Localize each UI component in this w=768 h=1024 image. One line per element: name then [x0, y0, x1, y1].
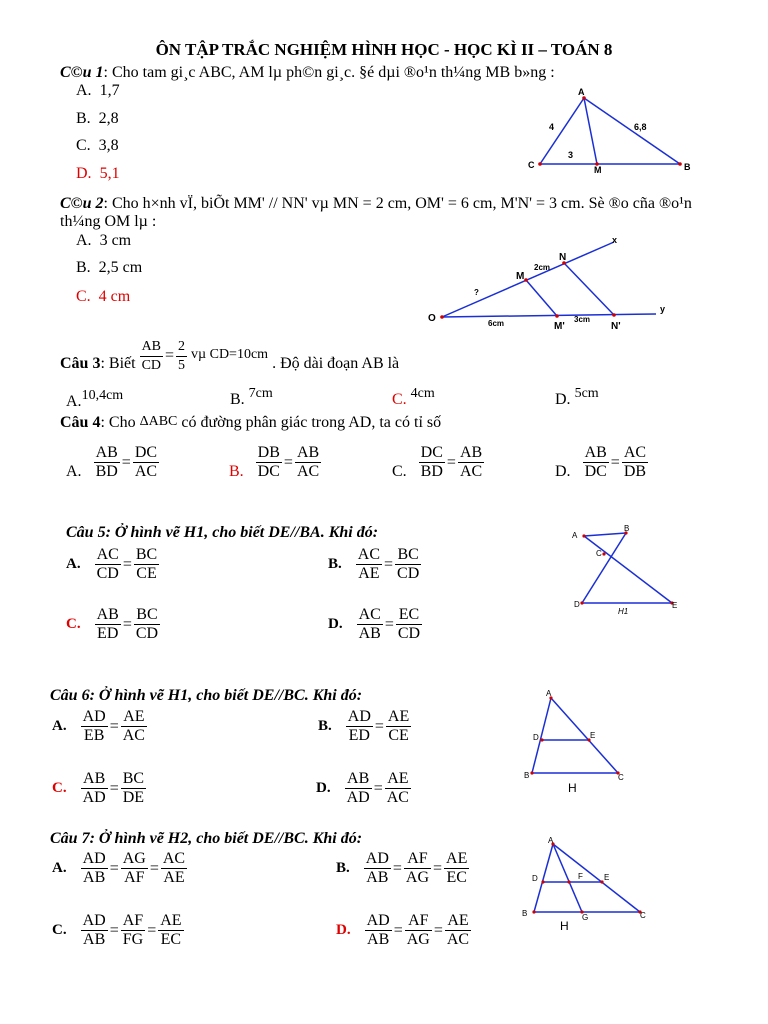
q3-text: . Độ dài đoạn AB là	[272, 355, 400, 372]
q3-condition: vµ CD=10cm	[191, 347, 269, 362]
q2-label-n: N	[559, 252, 567, 263]
q2-label-n-prime: N'	[611, 321, 621, 332]
q2-label-m-prime: M'	[554, 321, 565, 332]
question-3: Câu 3: Biết $\frac{AB}{CD}$ = $\frac{2}{5}$ vµ CD=10cm . Độ dài đoạn AB là	[60, 339, 400, 373]
q2-option-a[interactable]: A. 3 cm	[76, 232, 132, 249]
q7-label-d: D	[532, 874, 538, 883]
q5-figure-h1	[568, 524, 692, 616]
question-1	[60, 64, 555, 82]
q7-label-a: A	[548, 836, 554, 845]
question-5: Câu 5: Ở hình vẽ H1, cho biết DE//BA. Khi đó:	[66, 524, 379, 541]
q5-option-c[interactable]: C. $\frac{AB}{ED}$ = $\frac{BC}{CD}$	[66, 606, 159, 642]
q6-label-a: A	[546, 689, 552, 698]
q5-option-b[interactable]: B. $\frac{AC}{AE}$ = $\frac{BC}{CD}$	[328, 546, 420, 582]
q7-label-c: C	[640, 911, 646, 920]
q1-option-b[interactable]: B. 2,8	[76, 110, 119, 127]
q3-option-c[interactable]: C. 4cm	[392, 386, 435, 408]
q5-label-a: A	[572, 531, 578, 540]
question-4: Câu 4: Cho ΔABC có đường phân giác trong AD, ta có tỉ số	[60, 414, 442, 431]
q6-label-d: D	[533, 733, 539, 742]
q2-length-om: ?	[474, 288, 479, 297]
question-7: Câu 7: Ở hình vẽ H2, cho biết DE//BC. Khi đó:	[50, 830, 363, 847]
q1-length-ab: 6,8	[634, 122, 647, 132]
q3-fraction-2-5: $\frac{2}{5}$	[178, 339, 186, 373]
q5-label-d: D	[574, 600, 580, 609]
q2-figure	[424, 234, 674, 338]
q1-label-b: B	[684, 162, 691, 172]
question-1-text: : Cho tam gi¸c ABC, AM lµ ph©n gi¸c. §é dµi ®o¹n th¼ng MB b»ng :	[103, 64, 555, 81]
q2-label-o: O	[428, 313, 436, 324]
q7-label-f: F	[578, 872, 583, 881]
q2-length-m-prime-n-prime: 3cm	[574, 315, 591, 324]
q7-option-b[interactable]: B. $\frac{AD}{AB}$ = $\frac{AF}{AG}$ = $\frac{AE}{EC}$	[336, 850, 468, 886]
question-3-label: Câu 3	[60, 355, 101, 372]
q7-label-e: E	[604, 873, 610, 882]
q7-option-d[interactable]: D. $\frac{AD}{AB}$ = $\frac{AF}{AG}$ = $\frac{AE}{AC}$	[336, 912, 470, 948]
question-4-label: Câu 4	[60, 414, 101, 431]
q7-label-b: B	[522, 909, 528, 918]
q4-option-d[interactable]: D. $\frac{AB}{DC}$ = $\frac{AC}{DB}$	[555, 444, 647, 480]
q7-option-a[interactable]: A. $\frac{AD}{AB}$ = $\frac{AG}{AF}$ = $\frac{AC}{AE}$	[52, 850, 186, 886]
q1-label-m: M	[594, 165, 602, 175]
q2-option-c[interactable]: C. 4 cm	[76, 288, 131, 305]
q6-label-e: E	[590, 731, 596, 740]
page-title: ÔN TẬP TRẮC NGHIỆM HÌNH HỌC - HỌC KÌ II – TOÁN 8	[155, 40, 613, 59]
q1-label-c: C	[528, 160, 535, 170]
q5-option-a[interactable]: A. $\frac{AC}{CD}$ = $\frac{BC}{CE}$	[66, 546, 158, 582]
q2-length-om-prime: 6cm	[488, 319, 505, 328]
q2-label-y: y	[660, 304, 666, 314]
q7-option-c[interactable]: C. $\frac{AD}{AB}$ = $\frac{AF}{FG}$ = $\frac{AE}{EC}$	[52, 912, 182, 948]
q5-label-b: B	[624, 524, 630, 533]
q4-text: có đường phân giác trong AD, ta có tỉ số	[181, 414, 442, 431]
q6-figure-caption: H	[568, 781, 577, 795]
q6-option-b[interactable]: B. $\frac{AD}{ED}$ = $\frac{AE}{CE}$	[318, 708, 410, 744]
q6-figure-h1	[520, 688, 640, 796]
question-2-text: : Cho h×nh vÏ, biÕt MM' // NN' vµ MN = 2 cm, OM' = 6 cm, M'N' = 3 cm. Sè ®o cña ®o¹n	[103, 195, 692, 212]
question-6: Câu 6: Ở hình vẽ H1, cho biết DE//BC. Khi đó:	[50, 687, 363, 704]
q5-label-c: C	[596, 549, 602, 558]
q6-option-c[interactable]: C. $\frac{AB}{AD}$ = $\frac{BC}{DE}$	[52, 770, 145, 806]
q1-option-c[interactable]: C. 3,8	[76, 137, 119, 154]
q2-label-m: M	[516, 271, 525, 282]
q3-option-a[interactable]: A.10,4cm	[66, 388, 124, 410]
q3-fraction-ab-cd: $\frac{AB}{CD}$	[141, 339, 162, 373]
q5-option-d[interactable]: D. $\frac{AC}{AB}$ = $\frac{EC}{CD}$	[328, 606, 421, 642]
question-2-text-line2: th¼ng OM lµ :	[60, 213, 157, 230]
q1-label-a: A	[578, 87, 585, 97]
q2-option-b[interactable]: B. 2,5 cm	[76, 259, 143, 276]
q3-option-b[interactable]: B. 7cm	[230, 386, 273, 408]
q6-label-b: B	[524, 771, 530, 780]
q1-length-ac: 4	[549, 122, 555, 132]
q1-triangle-figure	[520, 84, 700, 176]
q4-option-a[interactable]: A. $\frac{AB}{BD}$ = $\frac{DC}{AC}$	[66, 444, 158, 480]
q2-length-mn: 2cm	[534, 263, 551, 272]
q6-option-a[interactable]: A. $\frac{AD}{EB}$ = $\frac{AE}{AC}$	[52, 708, 145, 744]
q7-figure-caption: H	[560, 919, 569, 932]
question-2-label: C©u 2	[60, 195, 104, 212]
q4-option-b[interactable]: B. $\frac{DB}{DC}$ = $\frac{AB}{AC}$	[229, 444, 320, 480]
question-1-label: C©u 1	[60, 64, 104, 81]
q2-label-x: x	[612, 235, 618, 245]
q1-option-d[interactable]: D. 5,1	[76, 165, 120, 182]
q7-label-g: G	[582, 913, 589, 922]
q6-option-d[interactable]: D. $\frac{AB}{AD}$ = $\frac{AE}{AC}$	[316, 770, 409, 806]
q1-length-cm: 3	[568, 150, 574, 160]
q3-option-d[interactable]: D. 5cm	[555, 386, 599, 408]
q4-option-c[interactable]: C. $\frac{DC}{BD}$ = $\frac{AB}{AC}$	[392, 444, 483, 480]
q6-label-c: C	[618, 773, 624, 782]
q4-triangle: ΔABC	[139, 414, 178, 429]
q5-label-e: E	[672, 601, 678, 610]
q1-option-a[interactable]: A. 1,7	[76, 82, 120, 99]
question-2	[60, 195, 692, 213]
q7-figure-h2	[516, 836, 656, 932]
q5-figure-caption: H1	[618, 607, 629, 616]
